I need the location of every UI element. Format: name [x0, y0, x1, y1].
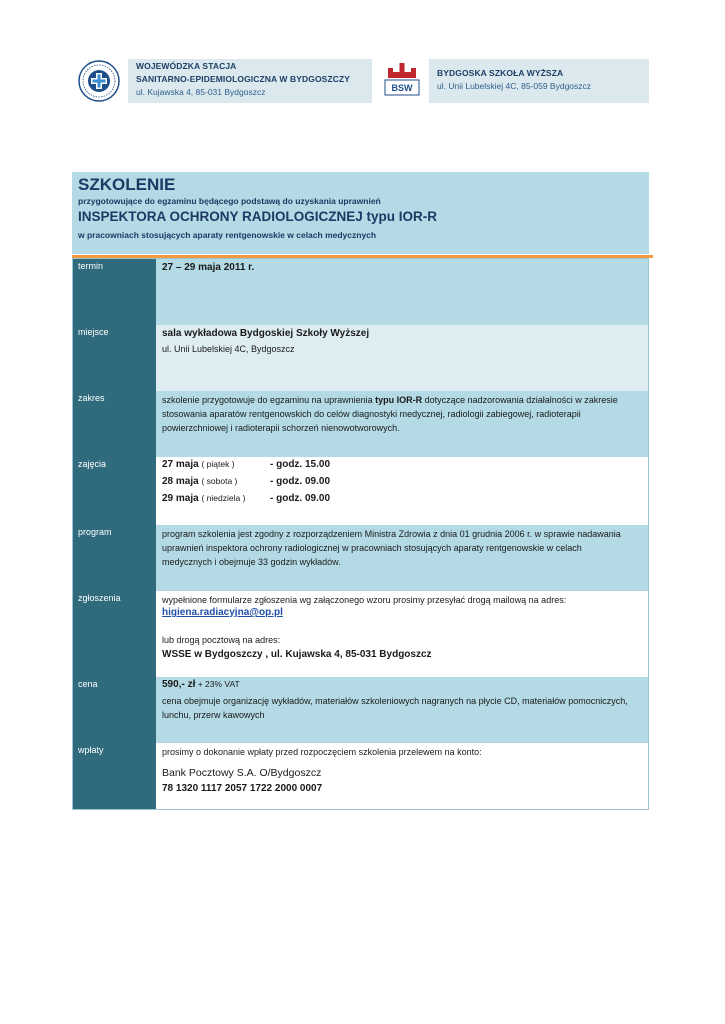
row-label: zajęcia: [78, 459, 107, 469]
postal-address: WSSE w Bydgoszczy , ul. Kujawska 4, 85-031 Bydgoszcz: [162, 649, 432, 660]
bsw-header-box: [429, 59, 649, 103]
row-wplaty: [73, 743, 648, 809]
miejsce-address: ul. Unii Lubelskiej 4C, Bydgoszcz: [162, 344, 295, 354]
account-number: 78 1320 1117 2057 1722 2000 0007: [162, 783, 323, 794]
wsse-header-box: [128, 59, 372, 103]
row-program: [73, 525, 648, 591]
bsw-name: BYDGOSKA SZKOŁA WYŻSZA: [437, 68, 564, 78]
page-title: SZKOLENIE: [78, 175, 176, 194]
schedule-item: 28 maja ( sobota ) - godz. 09.00: [162, 476, 331, 487]
row-label: program: [78, 527, 112, 537]
wsse-logo: [78, 60, 120, 102]
row-label: zakres: [78, 393, 105, 403]
price: 590,- zł + 23% VAT: [162, 679, 240, 690]
row-zgloszenia: [73, 591, 648, 677]
title-block: [72, 172, 649, 254]
wsse-address: ul. Kujawska 4, 85-031 Bydgoszcz: [136, 87, 266, 97]
wsse-name-line1: WOJEWÓDZKA STACJA: [136, 61, 237, 71]
row-label: cena: [78, 679, 98, 689]
row-label: wpłaty: [78, 745, 104, 755]
bsw-logo: [380, 60, 424, 100]
zakres-text: szkolenie przygotowuje do egzaminu na uprawnienia typu IOR-R dotyczące nadzorowania działalności w zakresie stosowania aparatów rentgenowskich do celów diagnostyki medycznej, radiologii zabiegowej, radioterapii powierzchniowej i radioterapii schorzeń nienowotworowych.: [162, 395, 618, 433]
bsw-address: ul. Unii Lubelskiej 4C, 85-059 Bydgoszcz: [437, 81, 592, 91]
schedule-item: 27 maja ( piątek ) - godz. 15.00: [162, 459, 331, 470]
row-label: zgłoszenia: [78, 593, 121, 603]
row-zajecia: [73, 457, 648, 525]
termin-value: 27 – 29 maja 2011 r.: [162, 262, 255, 273]
email-link[interactable]: higiena.radiacyjna@op.pl: [162, 607, 283, 618]
row-label: termin: [78, 261, 104, 271]
program-text: program szkolenia jest zgodny z rozporządzeniem Ministra Zdrowia z dnia 01 grudnia 2006 r. w sprawie nadawania uprawnień inspektora ochrony radiologicznej w pracowniach stosujących aparaty rentgenowskie w celach medycznych i obejmuje 33 godzin wykładów.: [162, 529, 621, 567]
wsse-name-line2: SANITARNO-EPIDEMIOLOGICZNA W BYDGOSZCZY: [136, 74, 351, 84]
bank-name: Bank Pocztowy S.A. O/Bydgoszcz: [162, 767, 322, 779]
info-table: [72, 258, 649, 810]
wplaty-text: prosimy o dokonanie wpłaty przed rozpoczęciem szkolenia przelewem na konto:: [162, 747, 482, 757]
row-miejsce: [73, 325, 648, 391]
row-label: miejsce: [78, 327, 109, 337]
row-zakres: [73, 391, 648, 457]
row-termin: [73, 259, 648, 325]
zgloszenia-text: wypełnione formularze zgłoszenia wg załączonego wzoru prosimy przesyłać drogą mailową na adres:: [162, 595, 567, 605]
bsw-logo-text: BSW: [391, 83, 413, 93]
price-description: cena obejmuje organizację wykładów, materiałów szkoleniowych nagranych na płycie CD, materiałów pomocniczych, lunchu, przerw kawowych: [162, 696, 628, 720]
row-cena: [73, 677, 648, 743]
title-subtitle-2: w pracowniach stosujących aparaty rentgenowskie w celach medycznych: [78, 230, 377, 240]
title-subtitle-1: przygotowujące do egzaminu będącego podstawą do uzyskania uprawnień: [78, 196, 381, 206]
miejsce-value: sala wykładowa Bydgoskiej Szkoły Wyższej: [162, 328, 370, 339]
schedule-item: 29 maja ( niedziela ) - godz. 09.00: [162, 493, 331, 504]
zgloszenia-post-text: lub drogą pocztową na adres:: [162, 635, 281, 645]
title-main: INSPEKTORA OCHRONY RADIOLOGICZNEJ typu IOR-R: [78, 209, 438, 224]
